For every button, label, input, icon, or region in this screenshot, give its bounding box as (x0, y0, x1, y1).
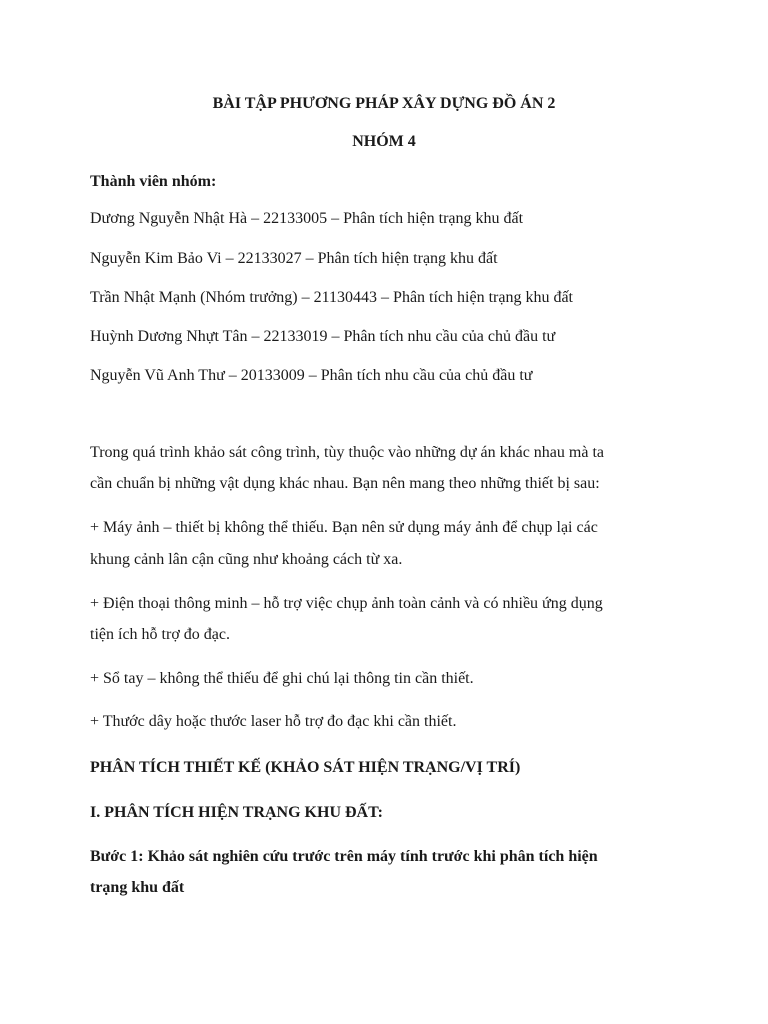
step-heading-continuation: trạng khu đất (90, 879, 185, 896)
step-heading: Bước 1: Khảo sát nghiên cứu trước trên máy tính trước khi phân tích hiện (90, 848, 598, 865)
document-title: BÀI TẬP PHƯƠNG PHÁP XÂY DỰNG ĐỒ ÁN 2 (212, 95, 556, 112)
equipment-item-continuation: khung cảnh lân cận cũng như khoảng cách từ xa. (90, 551, 403, 568)
equipment-item-continuation: tiện ích hỗ trợ đo đạc. (90, 626, 230, 643)
section-heading: PHÂN TÍCH THIẾT KẾ (KHẢO SÁT HIỆN TRẠNG/VỊ TRÍ) (90, 759, 521, 776)
member-item: Nguyễn Kim Bảo Vi – 22133027 – Phân tích hiện trạng khu đất (90, 250, 498, 267)
intro-paragraph-line: Trong quá trình khảo sát công trình, tùy thuộc vào những dự án khác nhau mà ta (90, 444, 604, 461)
member-item: Trần Nhật Mạnh (Nhóm trưởng) – 21130443 – Phân tích hiện trạng khu đất (90, 289, 573, 306)
member-item: Huỳnh Dương Nhựt Tân – 22133019 – Phân tích nhu cầu của chủ đầu tư (90, 328, 556, 345)
members-heading: Thành viên nhóm: (90, 173, 217, 190)
member-item: Dương Nguyễn Nhật Hà – 22133005 – Phân tích hiện trạng khu đất (90, 210, 524, 227)
equipment-item: + Sổ tay – không thể thiếu để ghi chú lại thông tin cần thiết. (90, 670, 474, 687)
intro-paragraph-line: cần chuẩn bị những vật dụng khác nhau. Bạn nên mang theo những thiết bị sau: (90, 475, 600, 492)
group-label: NHÓM 4 (352, 133, 416, 150)
equipment-item: + Điện thoại thông minh – hỗ trợ việc chụp ảnh toàn cảnh và có nhiều ứng dụng (90, 595, 603, 612)
equipment-item: + Thước dây hoặc thước laser hỗ trợ đo đạc khi cần thiết. (90, 713, 457, 730)
member-item: Nguyễn Vũ Anh Thư – 20133009 – Phân tích nhu cầu của chủ đầu tư (90, 367, 533, 384)
section-subheading: I. PHÂN TÍCH HIỆN TRẠNG KHU ĐẤT: (90, 804, 383, 821)
equipment-item: + Máy ảnh – thiết bị không thể thiếu. Bạn nên sử dụng máy ảnh để chụp lại các (90, 519, 598, 536)
